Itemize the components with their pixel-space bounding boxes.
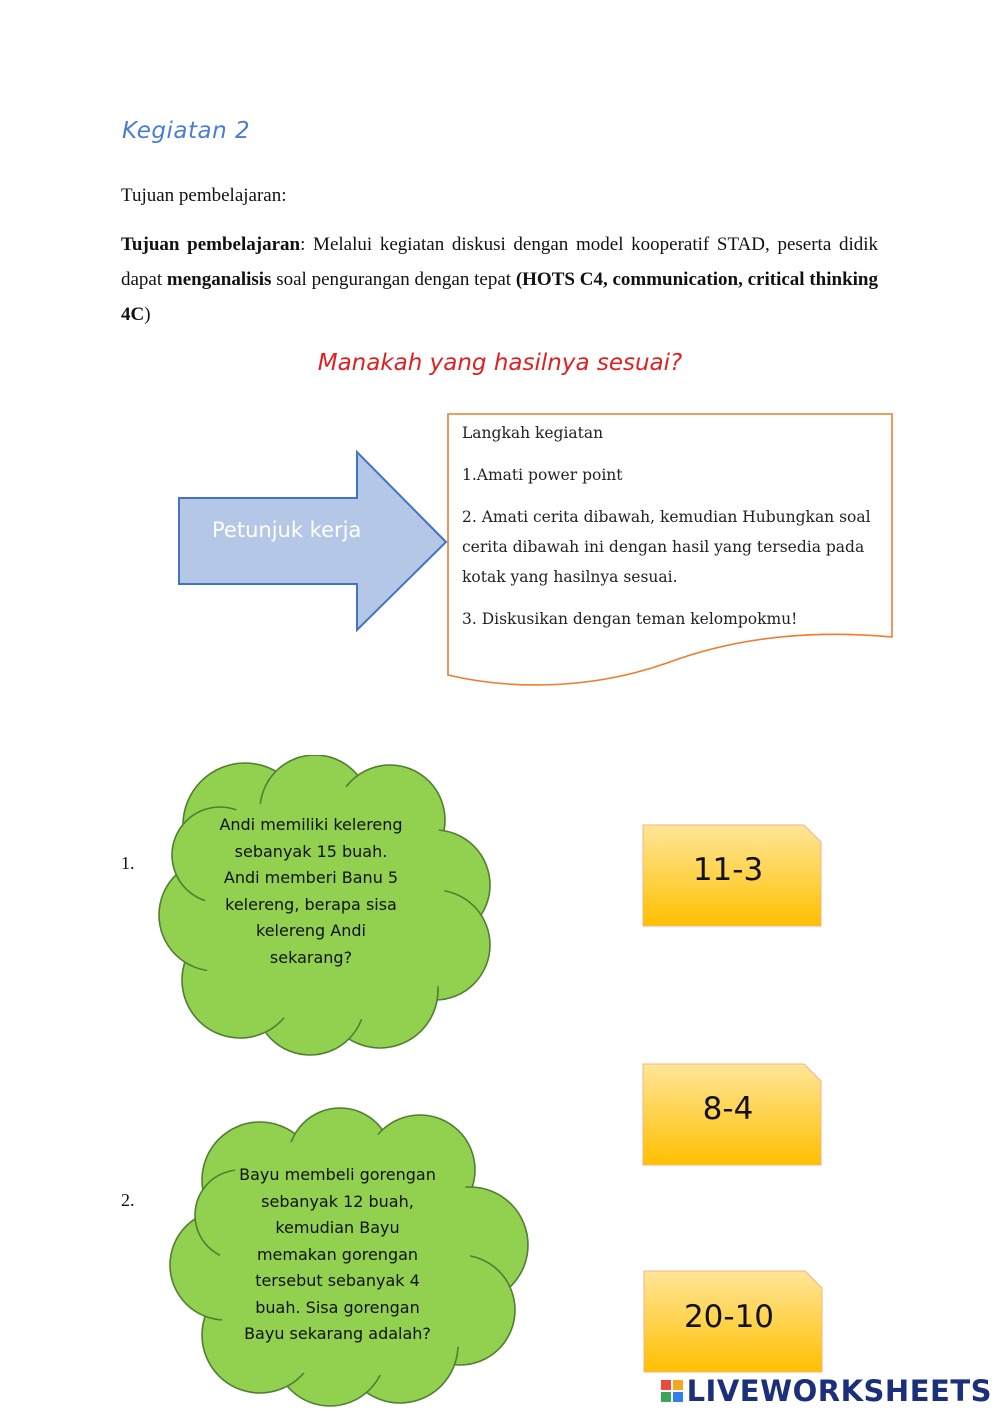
objective-text-1: : Melalui kegiatan diskusi dengan model kooperatif STAD, peserta didik dapat xyxy=(121,234,879,290)
problem-line: kelereng, berapa sisa xyxy=(225,894,397,914)
answer-card[interactable]: 20-10 xyxy=(683,1299,775,1335)
objective-close: ) xyxy=(144,304,151,325)
steps-list xyxy=(462,418,882,634)
steps-title: Langkah kegiatan xyxy=(462,424,604,442)
step-item: 2. Amati cerita dibawah, kemudian Hubungkan soal cerita dibawah ini dengan hasil yang tersedia pada kotak yang hasilnya sesuai. xyxy=(462,508,871,586)
problem-line: tersebut sebanyak 4 xyxy=(255,1271,420,1290)
problem-number: 1. xyxy=(121,853,135,873)
problem-line: memakan gorengan xyxy=(256,1244,419,1264)
problem-line: Bayu membeli gorengan xyxy=(239,1165,436,1184)
logo-text: LIVEWORKSHEETS xyxy=(686,1374,992,1408)
problem-line: Andi memiliki kelereng xyxy=(219,815,403,834)
problem-line: Bayu sekarang adalah? xyxy=(244,1324,431,1343)
question-title: Manakah yang hasilnya sesuai? xyxy=(317,350,683,376)
problem-line: buah. Sisa gorengan xyxy=(255,1297,420,1317)
problem-line: kelereng Andi xyxy=(256,921,366,940)
liveworksheets-logo xyxy=(661,1374,992,1408)
objective-paragraph xyxy=(121,227,878,332)
activity-heading: Kegiatan 2 xyxy=(122,118,251,144)
problem-line: sebanyak 15 buah. xyxy=(234,841,388,861)
objective-label: Tujuan pembelajaran: xyxy=(121,185,287,206)
problem-2-text xyxy=(205,1162,470,1348)
problem-line: sekarang? xyxy=(269,947,353,967)
problem-number: 2. xyxy=(121,1190,135,1210)
objective-bold-verb: menganalisis xyxy=(166,269,272,290)
answer-card[interactable]: 8-4 xyxy=(702,1091,754,1127)
instruction-arrow xyxy=(176,448,452,636)
objective-bold-label: Tujuan pembelajaran xyxy=(121,234,301,255)
step-item: 1.Amati power point xyxy=(462,466,623,484)
logo-mark-icon xyxy=(661,1380,683,1402)
problem-line: sebanyak 12 buah, xyxy=(261,1191,414,1211)
problem-line: Andi memberi Banu 5 xyxy=(223,868,399,887)
objective-bold-tail: (HOTS C4, communication, critical thinking 4C xyxy=(121,269,878,325)
arrow-label: Petunjuk kerja xyxy=(212,518,362,542)
problem-1-text xyxy=(180,812,442,971)
answer-card[interactable]: 11-3 xyxy=(692,852,764,888)
objective-text-2: soal pengurangan dengan tepat xyxy=(271,269,516,290)
problem-line: kemudian Bayu xyxy=(275,1218,400,1237)
step-item: 3. Diskusikan dengan teman kelompokmu! xyxy=(462,610,798,628)
